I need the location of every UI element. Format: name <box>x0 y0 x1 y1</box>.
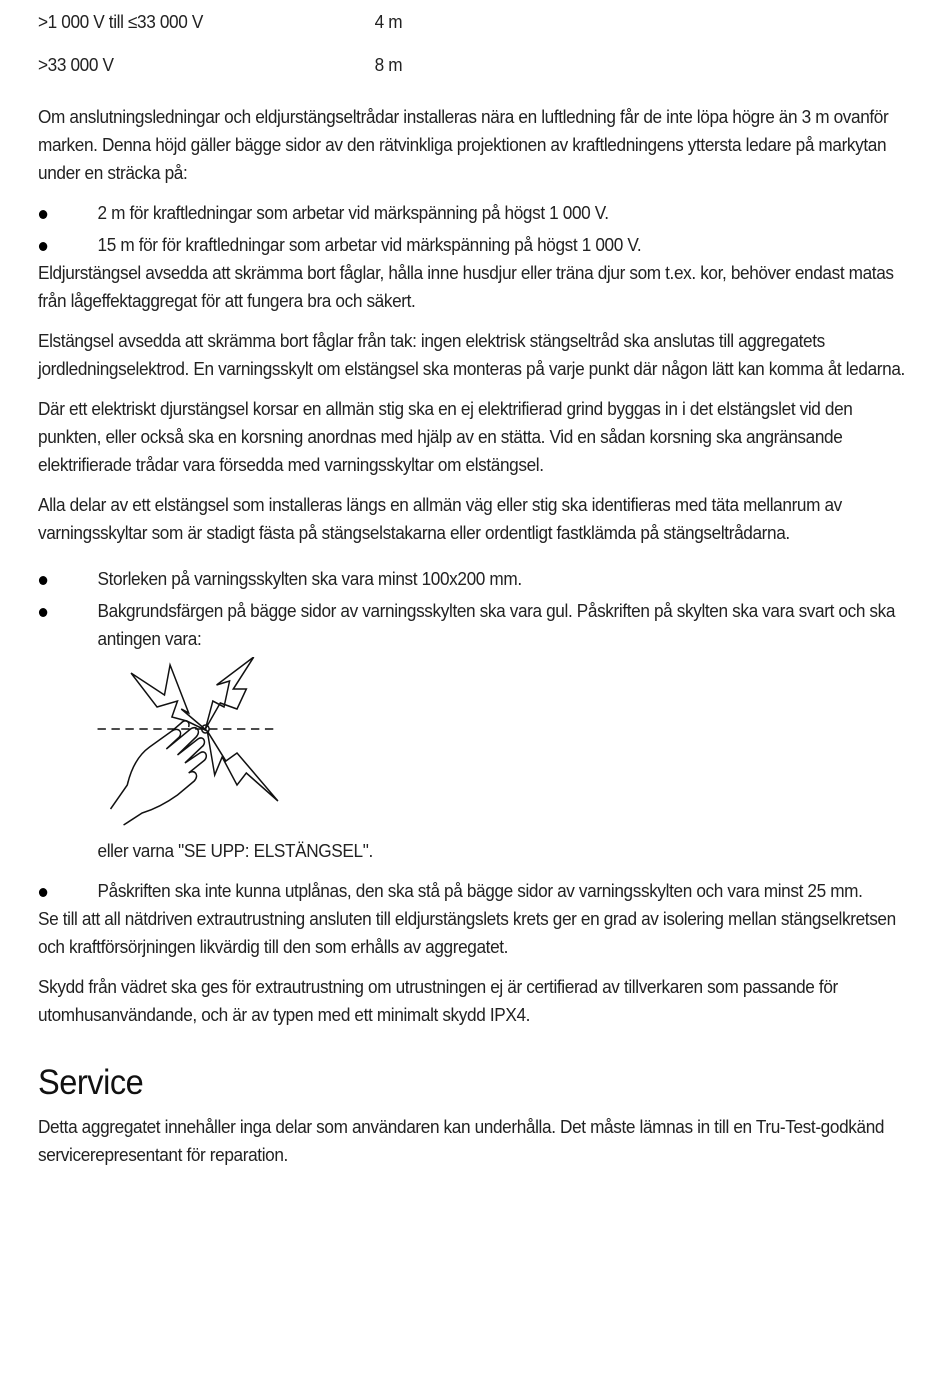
electric-shock-hand-warning-icon <box>98 657 303 827</box>
distance-row <box>38 51 918 103</box>
section-heading-service: Service <box>38 1063 144 1102</box>
list-item: 2 m för kraftledningar som arbetar vid märkspänning på högst 1 000 V. <box>38 199 918 227</box>
bullet-icon <box>39 576 47 585</box>
distance-row <box>38 8 918 51</box>
list-item: 15 m för för kraftledningar som arbetar vid märkspänning på högst 1 000 V. <box>38 231 918 259</box>
hand-outline <box>111 728 207 825</box>
bullet-list-sign <box>38 565 918 653</box>
bullet-icon <box>39 888 47 897</box>
voltage-cell: >1 000 V till ≤33 000 V <box>38 11 203 32</box>
list-item: Storleken på varningsskylten ska vara minst 100x200 mm. <box>38 565 918 593</box>
voltage-cell: >33 000 V <box>38 54 114 75</box>
paragraph-roof-fences: Elstängsel avsedda att skrämma bort fåglar från tak: ingen elektrisk stängseltråd ska anslutas till aggregatets jordledningselektrod. En varningsskylt om elstängsel ska monteras på varje punkt där någon lätt kan komma åt ledarna. <box>38 330 905 379</box>
paragraph-bird-fences: Eldjurstängsel avsedda att skrämma bort fåglar, hålla inne husdjur eller träna djur som t.ex. kor, behöver endast matas från lågeffektaggregat för att fungera bra och säkert. <box>38 262 894 311</box>
list-item: Påskriften ska inte kunna utplånas, den ska stå på bägge sidor av varningsskylten och vara minst 25 mm. <box>38 877 918 905</box>
paragraph-service: Detta aggregatet innehåller inga delar som användaren kan underhålla. Det måste lämnas in till en Tru-Test-godkänd servicerepresentant för reparation. <box>38 1116 885 1165</box>
paragraph-overhead-lines: Om anslutningsledningar och eldjurstängseltrådar installeras nära en luftledning får de inte löpa högre än 3 m ovanför marken. Denna höjd gäller bägge sidor av den rätvinkliga projektionen av kraftledningens yttersta ledare på markytan under en sträcka på: <box>38 106 889 183</box>
bullet-icon <box>39 608 47 617</box>
lightning-bolt-lower <box>207 731 278 801</box>
bullet-list-distances <box>38 199 918 259</box>
paragraph-weather-protection: Skydd från vädret ska ges för extrautrustning om utrustningen ej är certifierad av tillverkaren som passande för utomhusanvändande, och är av typen med ett minimalt skydd IPX4. <box>38 976 838 1025</box>
document-page <box>38 8 918 1181</box>
paragraph-public-road: Alla delar av ett elstängsel som installeras längs en allmän väg eller stig ska identifieras med täta mellanrum av varningsskyltar som är stadigt fästa på stängselstakarna eller ordentligt fastklämda på stängseltrådarna. <box>38 494 842 543</box>
list-item: Bakgrundsfärgen på bägge sidor av varningsskylten ska vara gul. Påskriften på skylten ska vara svart och ska antingen vara: <box>38 597 918 653</box>
bullet-icon <box>39 210 47 219</box>
paragraph-public-path: Där ett elektriskt djurstängsel korsar en allmän stig ska en ej elektrifierad grind byggas in i det elstängslet vid den punkten, eller också ska en korsning anordnas med hjälp av en stätta. Vid en sådan korsning ska angränsande elektrifierade trådar vara försedda med varningsskyltar om elstängsel. <box>38 398 853 475</box>
bullet-list-inscription <box>38 877 918 905</box>
lightning-bolt-left <box>131 665 207 731</box>
lightning-bolt-right <box>205 657 253 729</box>
bullet-icon <box>39 242 47 251</box>
paragraph-isolation: Se till att all nätdriven extrautrustning ansluten till eldjurstängslets krets ger en grad av isolering mellan stängselkretsen och kraftförsörjningen likvärdig till den som erhålls av aggregatet. <box>38 908 896 957</box>
distance-cell: 8 m <box>374 54 403 75</box>
alternative-warning-text: eller varna "SE UPP: ELSTÄNGSEL". <box>97 840 373 861</box>
distance-cell: 4 m <box>374 11 403 32</box>
